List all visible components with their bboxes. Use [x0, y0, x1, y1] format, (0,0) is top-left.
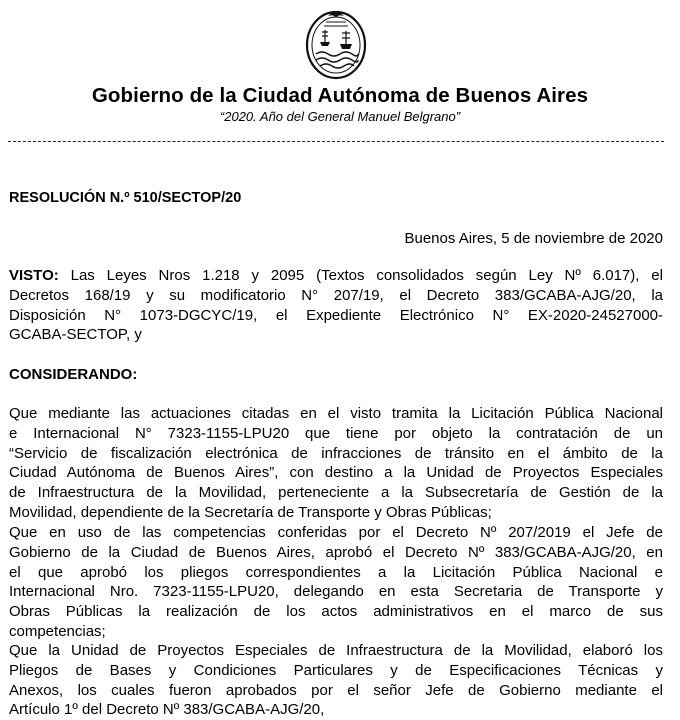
- paragraph-line: de Infraestructura de la Movilidad, perteneciente a la Subsecretaría de Gestión de la: [9, 484, 663, 502]
- paragraph-line: “Servicio de fiscalización electrónica de infracciones de tránsito en el ámbito de la: [9, 444, 663, 462]
- header-divider: [8, 141, 664, 142]
- visto-line: Decretos 168/19 y su modificatorio N° 207/19, el Decreto 383/GCABA-AJG/20, la: [9, 286, 663, 304]
- resolution-title: RESOLUCIÓN N.º 510/SECTOP/20: [9, 190, 242, 206]
- visto-line: VISTO: Las Leyes Nros 1.218 y 2095 (Textos consolidados según Ley Nº 6.017), el: [9, 267, 663, 284]
- paragraph-line: Pliegos de Bases y Condiciones Particulares y de Especificaciones Técnicas y: [9, 661, 663, 679]
- paragraph-line: Que en uso de las competencias conferidas por el Decreto Nº 207/2019 el Jefe de: [9, 524, 663, 541]
- considerando-paragraph-3: [9, 641, 663, 720]
- place-and-date: Buenos Aires, 5 de noviembre de 2020: [404, 230, 663, 247]
- paragraph-line: Gobierno de la Ciudad de Buenos Aires, aprobó el Decreto Nº 383/GCABA-AJG/20, en: [9, 543, 663, 561]
- visto-label: VISTO:: [9, 267, 59, 284]
- considerando-paragraph-2: [9, 523, 663, 642]
- paragraph-line: e Internacional N° 7323-1155-LPU20 que tiene por objeto la contratación de un: [9, 424, 663, 442]
- paragraph-line: Movilidad, dependiente de la Secretaría de Transporte y Obras Públicas;: [9, 503, 492, 521]
- paragraph-line: Ciudad Autónoma de Buenos Aires”, con destino a la Unidad de Proyectos Especiales: [9, 464, 663, 482]
- paragraph-line: Que la Unidad de Proyectos Especiales de Infraestructura de la Movilidad, elaboró los: [9, 642, 663, 659]
- city-seal-logo: [304, 4, 368, 80]
- considerando-paragraph-1: [9, 404, 663, 523]
- paragraph-line: el que aprobó los pliegos correspondientes a la Licitación Pública Nacional e: [9, 563, 663, 581]
- paragraph-line: competencias;: [9, 622, 106, 640]
- paragraph-line: Obras Públicas la realización de los actos administrativos en el marco de sus: [9, 603, 663, 621]
- visto-line: GCABA-SECTOP, y: [9, 326, 142, 344]
- paragraph-line: Que mediante las actuaciones citadas en el visto tramita la Licitación Pública Nacional: [9, 405, 663, 422]
- official-motto: “2020. Año del General Manuel Belgrano”: [219, 109, 461, 124]
- paragraph-line: Internacional Nro. 7323-1155-LPU20, delegando en esta Secretaria de Transporte y: [9, 583, 663, 601]
- visto-paragraph: [9, 266, 663, 345]
- paragraph-line: Artículo 1º del Decreto Nº 383/GCABA-AJG/20,: [9, 701, 325, 719]
- considerando-heading: CONSIDERANDO:: [9, 366, 138, 383]
- visto-line: Disposición N° 1073-DGCYC/19, el Expediente Electrónico N° EX-2020-24527000-: [9, 306, 663, 324]
- paragraph-line: Anexos, los cuales fueron aprobados por el señor Jefe de Gobierno mediante el: [9, 681, 663, 699]
- government-name: Gobierno de la Ciudad Autónoma de Buenos Aires: [91, 84, 589, 107]
